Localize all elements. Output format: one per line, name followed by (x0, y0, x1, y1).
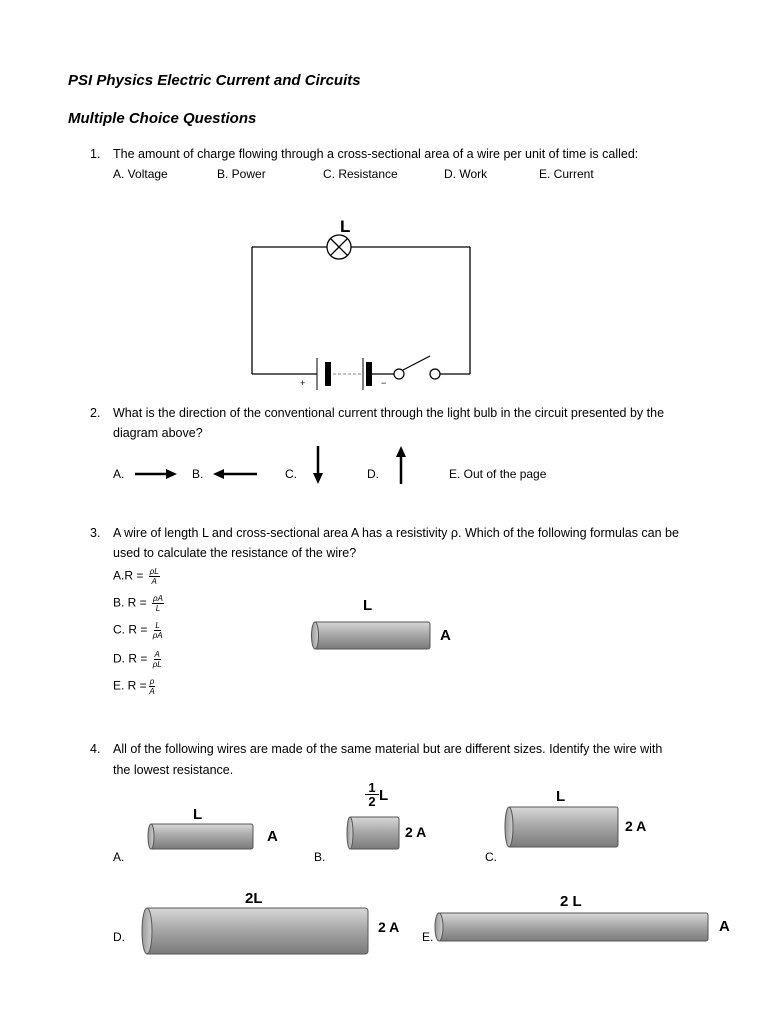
formula-denominator: ρL (152, 660, 162, 669)
arrow-down-icon (310, 445, 326, 485)
wire-c-cylinder (504, 805, 620, 849)
page-title: PSI Physics Electric Current and Circuits (68, 72, 361, 89)
q2-option-a: A. (113, 467, 125, 481)
q3-text-line2: used to calculate the resistance of the wire? (113, 546, 357, 560)
q2-number: 2. (90, 406, 101, 420)
arrow-up-icon (393, 445, 409, 485)
formula-prefix: D. R = (113, 651, 151, 666)
q2-option-c: C. (285, 467, 297, 481)
q3-option-a (113, 567, 160, 586)
formula-prefix: C. R = (113, 622, 151, 637)
fraction-numerator: 1 (365, 781, 379, 795)
q1-number: 1. (90, 147, 101, 161)
q2-text-line1: What is the direction of the conventional current through the light bulb in the circuit presented by the (113, 406, 665, 420)
q3-text-line1: A wire of length L and cross-sectional area A has a resistivity ρ. Which of the following formulas can be (113, 526, 679, 540)
wire-e-area-label: A (719, 918, 730, 935)
wire-e-length-label: 2 L (560, 893, 582, 910)
wire-a-area-label: A (267, 828, 278, 845)
q4-text-line1: All of the following wires are made of the same material but are different sizes. Identify the wire with (113, 742, 663, 756)
formula-denominator: L (155, 604, 161, 613)
circuit-diagram (245, 210, 480, 390)
q1-option-d: D. Work (444, 167, 488, 181)
wire-b-cylinder (346, 815, 402, 851)
wire-a-letter: A. (113, 850, 125, 864)
q4-text-line2: the lowest resistance. (113, 763, 234, 777)
q3-option-c (113, 621, 163, 640)
wire-c-letter: C. (485, 850, 497, 864)
q1-option-c: C. Resistance (323, 167, 398, 181)
wire-b-area-label: 2 A (405, 824, 427, 840)
switch-contact-right (430, 369, 440, 379)
wire-d-length-label: 2L (245, 890, 263, 907)
formula-numerator: L (155, 621, 160, 630)
q2-option-e: E. Out of the page (449, 467, 547, 481)
wire-d-cylinder (140, 906, 370, 956)
wire-d-letter: D. (113, 930, 125, 944)
wire-e-letter: E. (422, 930, 434, 944)
q2-text-line2: diagram above? (113, 426, 203, 440)
formula-prefix: B. R = (113, 595, 151, 610)
formula-numerator: ρA (153, 594, 163, 603)
arrow-right-icon (134, 466, 178, 482)
q3-option-b (113, 594, 164, 613)
formula-numerator: ρL (149, 567, 159, 576)
wire-c-area-label: 2 A (625, 818, 647, 834)
q3-number: 3. (90, 526, 101, 540)
wire-b-length-symbol: L (379, 787, 389, 804)
q3-option-e (113, 677, 155, 696)
q4-number: 4. (90, 742, 101, 756)
switch-lever (403, 356, 430, 370)
plus-sign: + (300, 378, 306, 388)
battery-short-plate-2 (366, 362, 372, 386)
switch-contact-left (394, 369, 404, 379)
lamp-label: L (340, 217, 351, 236)
q1-option-b: B. Power (217, 167, 266, 181)
wire-b-letter: B. (314, 850, 326, 864)
wire-d-area-label: 2 A (378, 919, 400, 935)
q3-wire-area-label: A (440, 627, 451, 644)
q2-option-d: D. (367, 467, 379, 481)
q3-wire-length-label: L (363, 597, 373, 614)
battery-short-plate (325, 362, 331, 386)
fraction-denominator: 2 (368, 794, 376, 809)
q3-wire-cylinder (310, 620, 435, 652)
formula-denominator: A (149, 687, 155, 696)
formula-denominator: A (151, 577, 157, 586)
section-title: Multiple Choice Questions (68, 110, 257, 127)
formula-prefix: E. R = (113, 678, 147, 693)
wire-a-length-label: L (193, 806, 203, 823)
q1-option-a: A. Voltage (113, 167, 168, 181)
wire-e-cylinder (434, 911, 710, 943)
minus-sign: − (381, 378, 387, 388)
arrow-left-icon (212, 466, 258, 482)
formula-numerator: A (154, 650, 160, 659)
wire-a-cylinder (147, 823, 255, 851)
formula-prefix: A.R = (113, 568, 147, 583)
q3-option-d (113, 650, 162, 669)
q2-option-b: B. (192, 467, 204, 481)
q1-option-e: E. Current (539, 167, 594, 181)
formula-denominator: ρA (152, 631, 163, 640)
formula-numerator: ρ (149, 677, 155, 686)
wire-b-length-fraction (365, 781, 379, 808)
q1-text: The amount of charge flowing through a cross-sectional area of a wire per unit of time is called: (113, 147, 639, 161)
wire-c-length-label: L (556, 788, 566, 805)
